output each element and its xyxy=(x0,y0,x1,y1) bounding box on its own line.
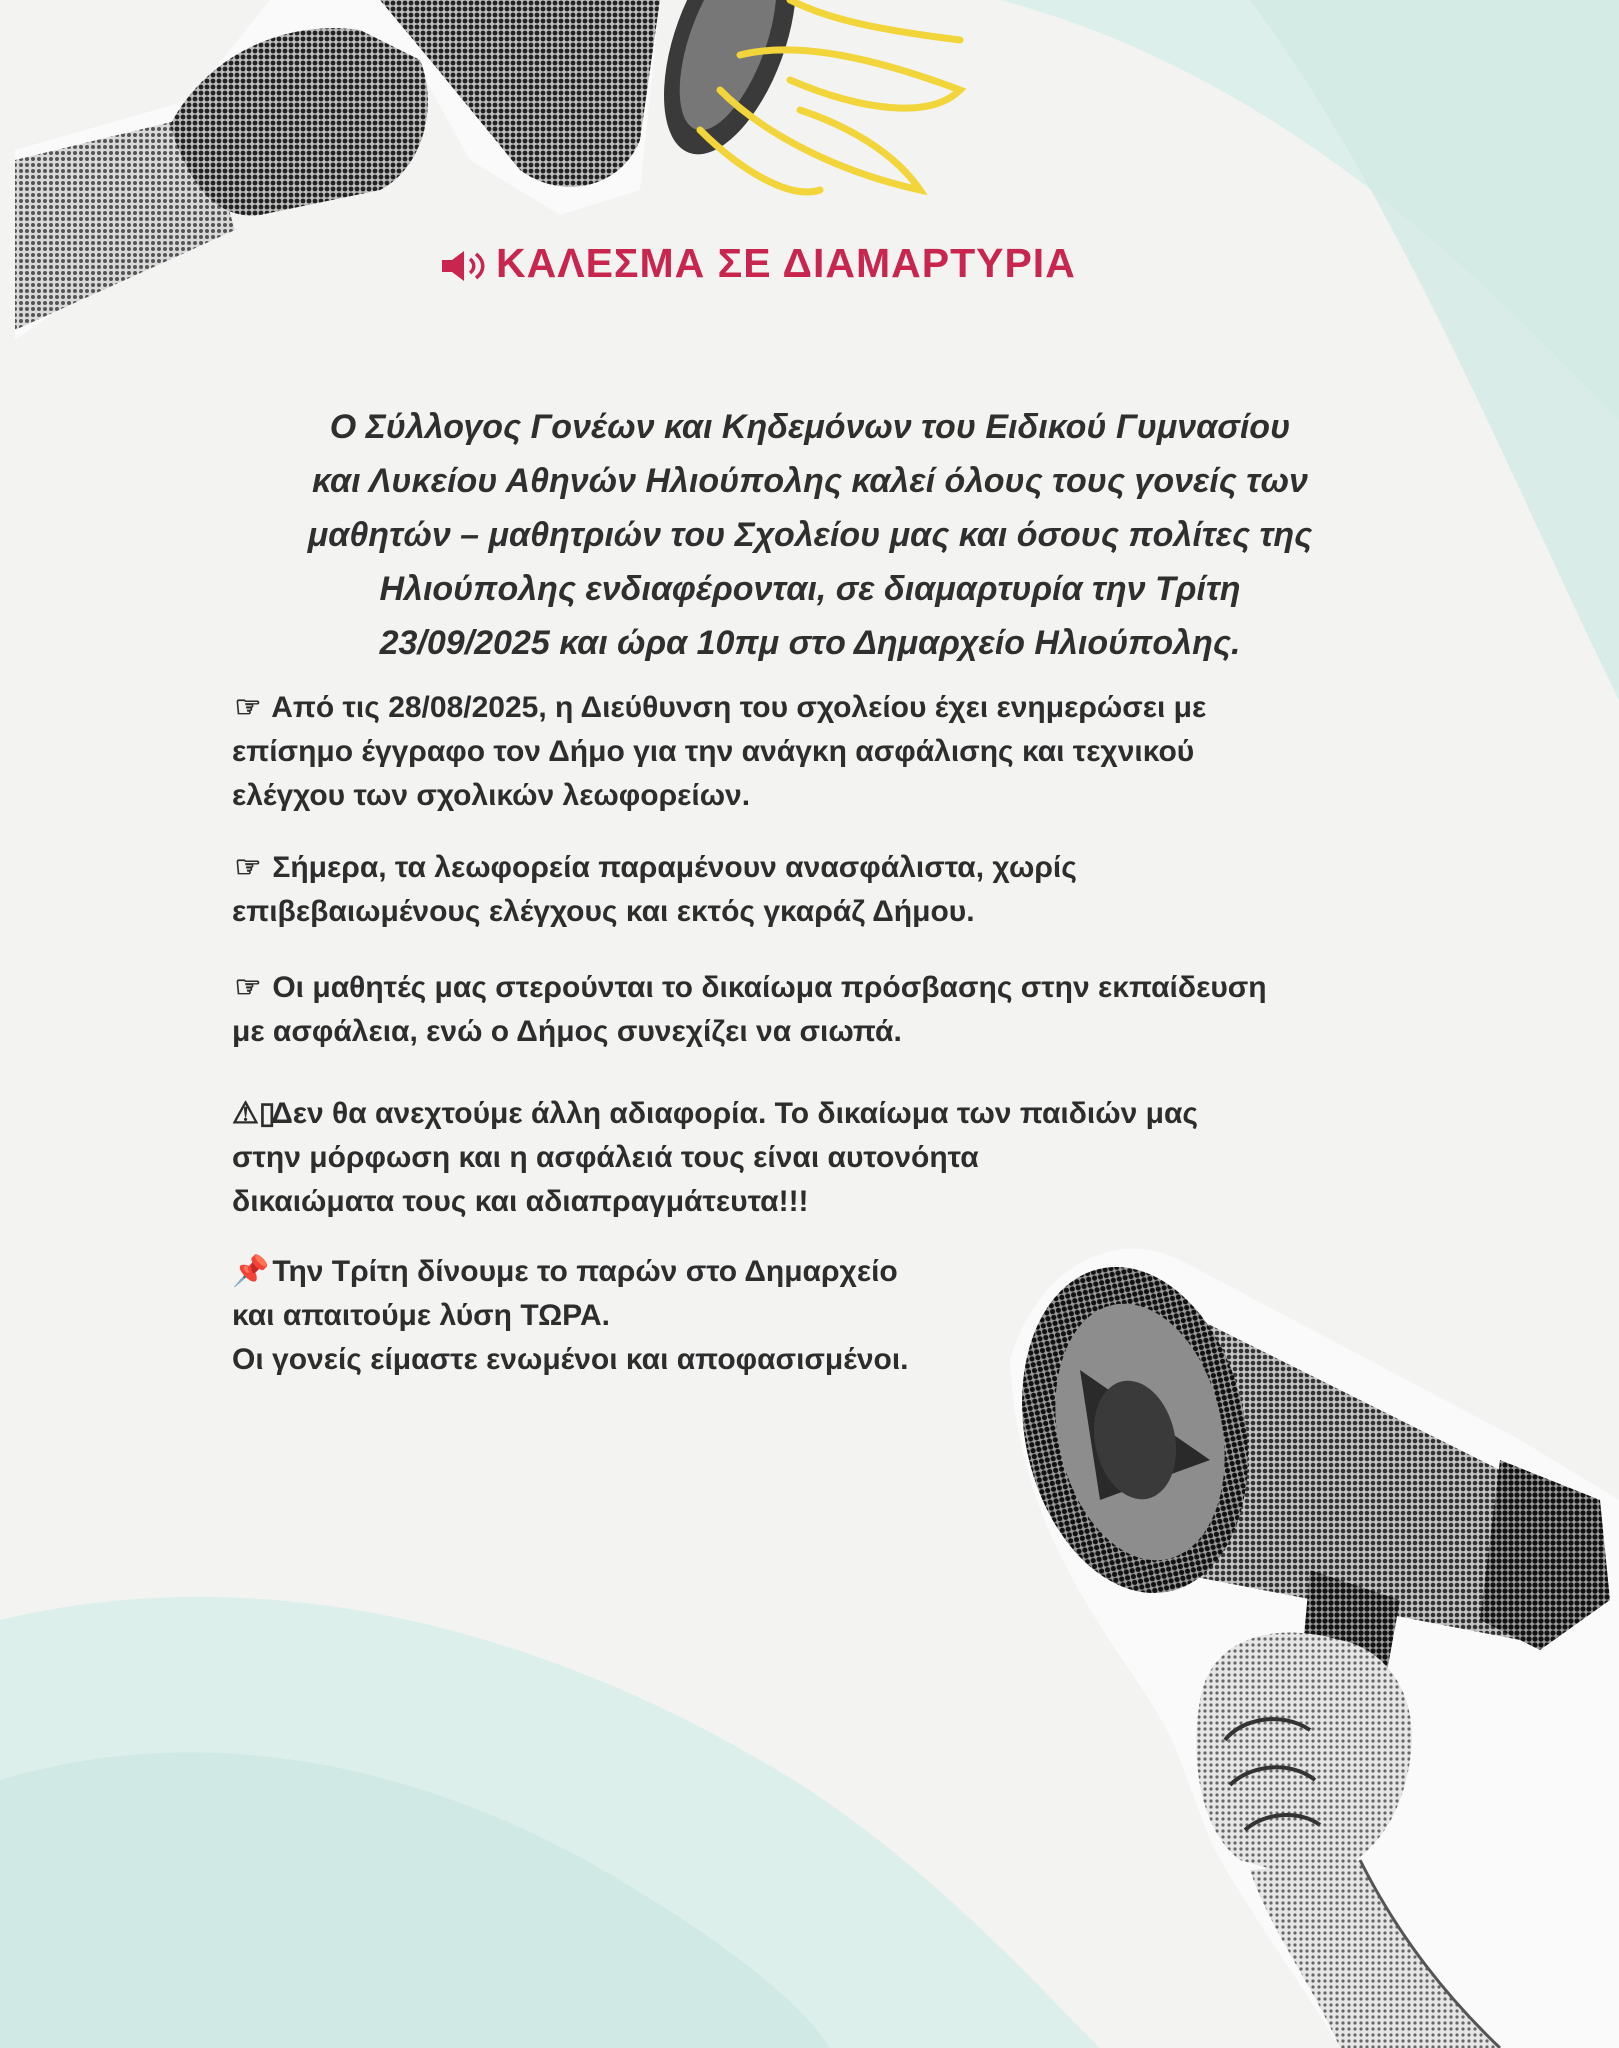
flyer-title-text: ΚΑΛΕΣΜΑ ΣΕ ΔΙΑΜΑΡΤΥΡΙΑ xyxy=(496,240,1076,286)
megaphone-bottom-illustration xyxy=(980,1240,1619,2048)
point-line: επίσημο έγγραφο τον Δήμο για την ανάγκη ασφάλισης και τεχνικού xyxy=(232,735,1195,768)
point-line: ελέγχου των σχολικών λεωφορείων. xyxy=(232,779,751,812)
pushpin-icon: 📌 xyxy=(232,1255,270,1288)
intro-line: μαθητών – μαθητριών του Σχολείου μας και όσους πολίτες της xyxy=(307,516,1313,554)
intro-paragraph xyxy=(200,400,1420,670)
point-line: στην μόρφωση και η ασφάλειά τους είναι αυτονόητα xyxy=(232,1141,979,1174)
warning-icon: ⚠▯ xyxy=(232,1097,276,1130)
point-no-indifference xyxy=(232,1092,1198,1224)
point-line: επιβεβαιωμένους ελέγχους και εκτός γκαράζ Δήμου. xyxy=(232,895,975,928)
point-buses-uninsured xyxy=(232,846,1077,934)
point-line: Οι μαθητές μας στερούνται το δικαίωμα πρόσβασης στην εκπαίδευση xyxy=(272,971,1267,1004)
intro-line: Ο Σύλλογος Γονέων και Κηδεμόνων του Ειδικού Γυμνασίου xyxy=(329,408,1291,446)
point-line: δικαιώματα τους και αδιαπραγμάτευτα!!! xyxy=(232,1185,809,1218)
point-line: Δεν θα ανεχτούμε άλλη αδιαφορία. Το δικαίωμα των παιδιών μας xyxy=(271,1097,1199,1130)
intro-line: και Λυκείου Αθηνών Ηλιούπολης καλεί όλους τους γονείς των xyxy=(312,462,1308,500)
pointing-hand-icon: ☞ xyxy=(234,851,262,884)
flyer-title xyxy=(440,240,1220,287)
point-line: Την Τρίτη δίνουμε το παρών στο Δημαρχείο xyxy=(272,1255,898,1288)
point-line: με ασφάλεια, ενώ ο Δήμος συνεχίζει να σιωπά. xyxy=(232,1015,902,1048)
point-call-to-action xyxy=(232,1250,909,1382)
point-students-deprived xyxy=(232,966,1267,1054)
pointing-hand-icon: ☞ xyxy=(234,971,262,1004)
intro-line: 23/09/2025 και ώρα 10πμ στο Δημαρχείο Ηλιούπολης. xyxy=(379,624,1241,662)
point-line: Σήμερα, τα λεωφορεία παραμένουν ανασφάλιστα, χωρίς xyxy=(272,851,1077,884)
speaker-icon xyxy=(440,249,490,283)
point-line: Από τις 28/08/2025, η Διεύθυνση του σχολείου έχει ενημερώσει με xyxy=(271,691,1207,724)
intro-line: Ηλιούπολης ενδιαφέρονται, σε διαμαρτυρία την Τρίτη xyxy=(379,570,1241,608)
point-line: Οι γονείς είμαστε ενωμένοι και αποφασισμένοι. xyxy=(232,1343,909,1376)
pointing-hand-icon: ☞ xyxy=(234,691,262,724)
point-line: και απαιτούμε λύση ΤΩΡΑ. xyxy=(232,1299,610,1332)
point-school-notified xyxy=(232,686,1206,818)
megaphone-top-illustration xyxy=(0,0,1020,340)
